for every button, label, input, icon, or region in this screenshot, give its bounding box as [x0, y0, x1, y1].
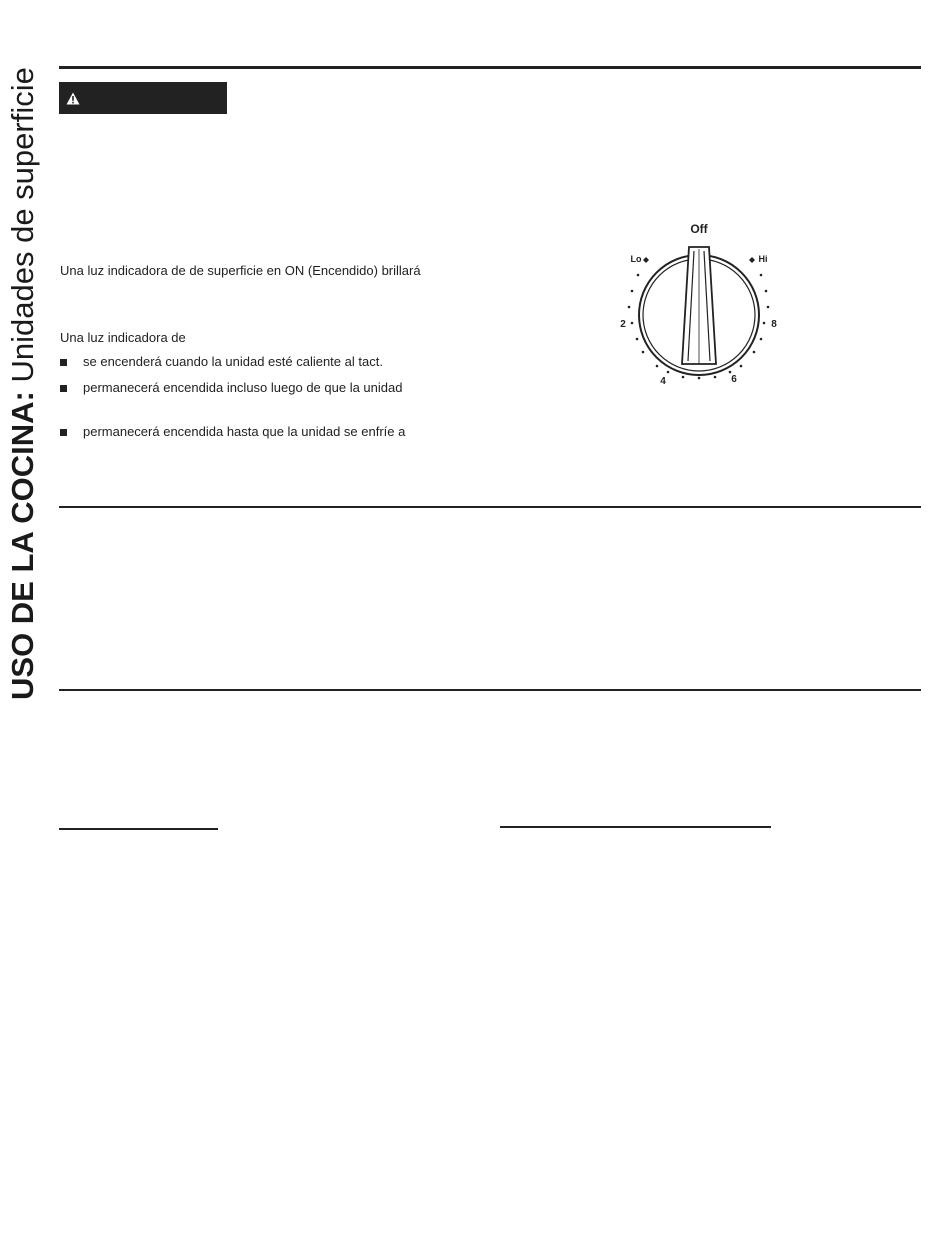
bullet-text-3: permanecerá encendida hasta que la unidad se enfríe a [83, 424, 406, 439]
dial-label-off: Off [690, 222, 708, 236]
control-knob-dial [612, 215, 792, 390]
bullet-marker-2 [60, 385, 67, 392]
indicator-light-on-text: Una luz indicadora de de superficie en ON (Encendido) brillará [60, 263, 421, 278]
dial-label-4: 4 [660, 376, 666, 387]
bullet-marker-1 [60, 359, 67, 366]
side-title-light: Unidades de superficie [5, 67, 40, 383]
subheading-rule-left [59, 828, 218, 830]
top-rule [59, 66, 921, 69]
warning-triangle-icon [66, 92, 80, 105]
dial-hi-diamond [749, 257, 755, 263]
dial-label-6: 6 [731, 374, 737, 385]
dial-lo-diamond [643, 257, 649, 263]
warning-banner [59, 82, 227, 114]
middle-rule-1 [59, 506, 921, 508]
middle-rule-2 [59, 689, 921, 691]
subheading-rule-right [500, 826, 771, 828]
dial-label-lo: Lo [630, 254, 642, 264]
side-title-bold: USO DE LA COCINA: [5, 391, 40, 700]
dial-label-2: 2 [620, 319, 626, 330]
bullet-text-1: se encenderá cuando la unidad esté caliente al tact. [83, 354, 383, 369]
bullet-marker-3 [60, 429, 67, 436]
bullet-text-2: permanecerá encendida incluso luego de que la unidad [83, 380, 403, 395]
dial-label-hi: Hi [758, 254, 768, 264]
side-section-title [6, 67, 40, 700]
indicator-light-intro-text: Una luz indicadora de [60, 330, 186, 345]
dial-label-8: 8 [771, 319, 777, 330]
